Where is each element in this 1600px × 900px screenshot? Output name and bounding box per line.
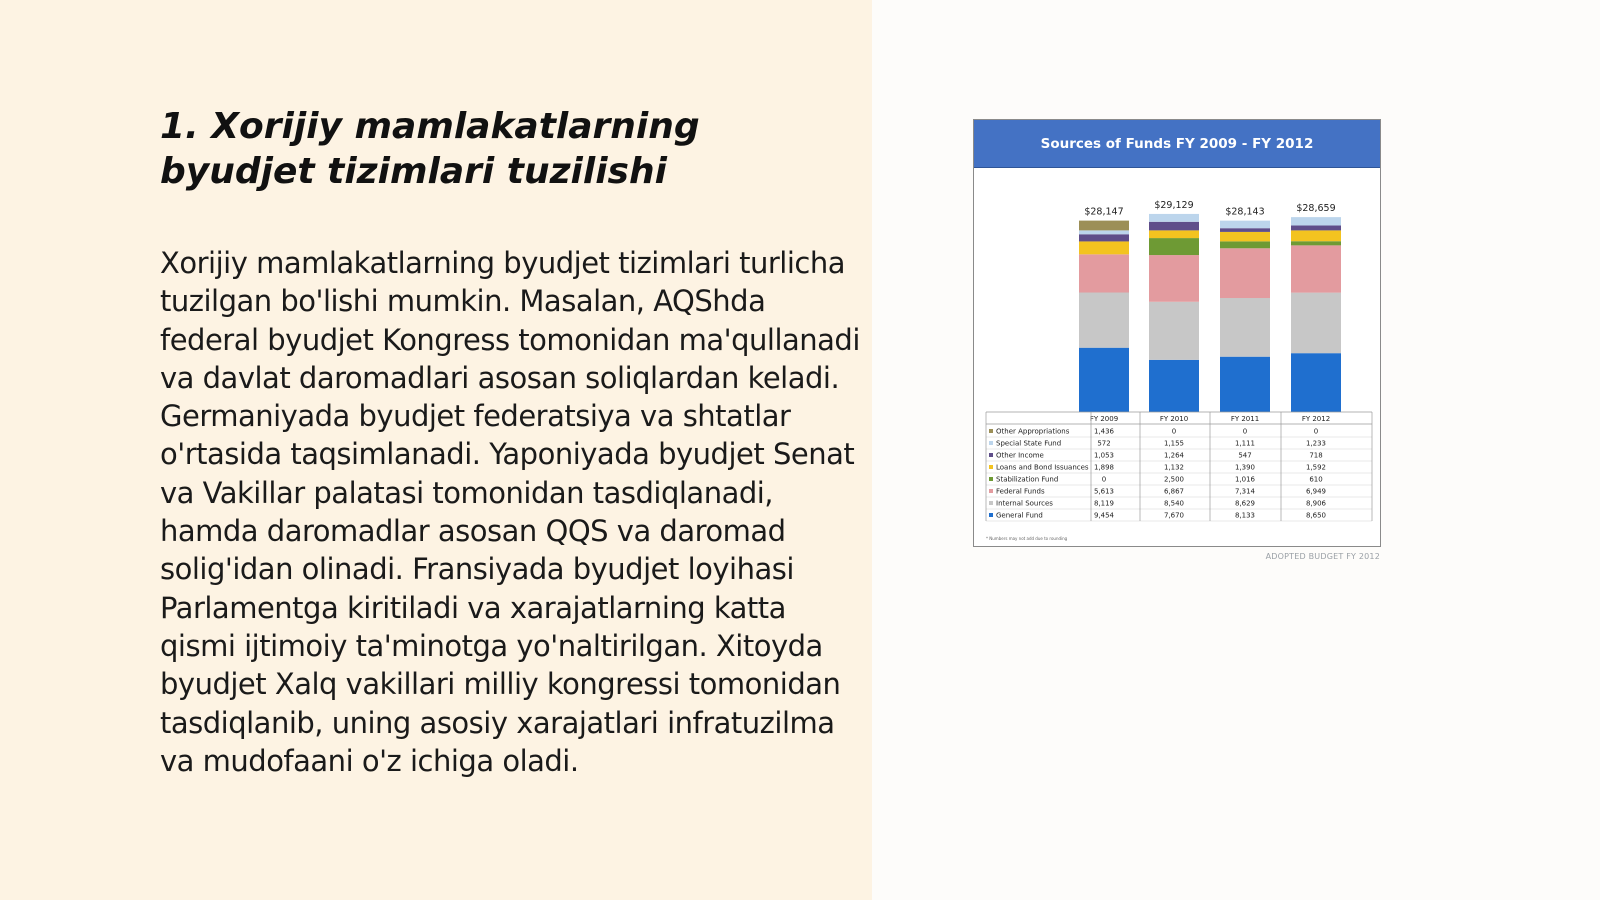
table-cell: 1,111 (1234, 439, 1256, 448)
table-cell: 1,436 (1093, 427, 1115, 436)
table-cell: 8,906 (1305, 499, 1327, 508)
table-cell: 8,133 (1234, 511, 1256, 520)
bar-segment-stabilization-fund-1 (1149, 238, 1199, 255)
legend-swatch (989, 477, 993, 481)
legend-swatch (989, 489, 993, 493)
table-cell: 9,454 (1093, 511, 1115, 520)
bar-segment-special-state-fund-2 (1220, 221, 1270, 229)
table-cell: 8,540 (1163, 499, 1185, 508)
bar-segment-general-fund-2 (1220, 357, 1270, 412)
chart-footnote: * Numbers may not add due to rounding (986, 536, 1068, 541)
sources-of-funds-chart (973, 119, 1381, 547)
bar-segment-other-income-2 (1220, 228, 1270, 232)
table-row-label: Stabilization Fund (996, 475, 1059, 484)
bar-segment-special-state-fund-3 (1291, 217, 1341, 225)
bar-total-label: $28,147 (1084, 206, 1124, 218)
table-cell: 0 (1242, 427, 1248, 436)
bar-segment-other-income-3 (1291, 226, 1341, 231)
table-row-label: Other Income (996, 451, 1044, 460)
table-row-label: General Fund (996, 511, 1043, 520)
bar-segment-stabilization-fund-2 (1220, 241, 1270, 248)
bar-segment-loans-and-bond-issuances-3 (1291, 230, 1341, 241)
bar-segment-stabilization-fund-3 (1291, 241, 1341, 245)
table-row-label: Internal Sources (996, 499, 1053, 508)
table-cell: 1,898 (1093, 463, 1115, 472)
bar-segment-internal-sources-1 (1149, 302, 1199, 360)
legend-swatch (989, 453, 993, 457)
bar-segment-special-state-fund-0 (1079, 230, 1129, 234)
table-row-label: Federal Funds (996, 487, 1045, 496)
table-cell: 0 (1171, 427, 1177, 436)
table-cell: 8,119 (1093, 499, 1115, 508)
table-row-label: Loans and Bond Issuances (996, 463, 1089, 472)
table-cell: 8,650 (1305, 511, 1327, 520)
table-cell: 1,155 (1163, 439, 1185, 448)
table-cell: 1,592 (1305, 463, 1327, 472)
table-cell: 1,016 (1234, 475, 1256, 484)
table-cell: 610 (1309, 475, 1323, 484)
table-cell: 718 (1309, 451, 1323, 460)
table-cell: 0 (1101, 475, 1107, 484)
table-cell: 6,867 (1163, 487, 1185, 496)
table-cell: 1,264 (1163, 451, 1185, 460)
bar-segment-general-fund-3 (1291, 353, 1341, 412)
bar-segment-other-appropriations-0 (1079, 221, 1129, 231)
legend-swatch (989, 513, 993, 517)
table-row-label: Other Appropriations (996, 427, 1070, 436)
legend-swatch (989, 501, 993, 505)
table-col-header: FY 2011 (1230, 415, 1260, 423)
bar-segment-loans-and-bond-issuances-1 (1149, 230, 1199, 238)
table-cell: 1,233 (1305, 439, 1327, 448)
bar-segment-federal-funds-1 (1149, 255, 1199, 302)
table-cell: 7,670 (1163, 511, 1185, 520)
legend-swatch (989, 441, 993, 445)
bar-segment-special-state-fund-1 (1149, 214, 1199, 222)
bar-segment-internal-sources-0 (1079, 293, 1129, 348)
table-cell: 2,500 (1163, 475, 1185, 484)
bar-segment-internal-sources-3 (1291, 293, 1341, 354)
slide-body-text: Xorijiy mamlakatlarning byudjet tizimlari turlicha tuzilgan bo'lishi mumkin. Masalan, AQShda federal byudjet Kongress tomonidan ma'qullanadi va davlat daromadlari asosan soliqlardan keladi. Germaniyada byudjet federatsiya va shtatlar o'rtasida taqsimlanadi. Yaponiyada byudjet Senat va Vakillar palatasi tomonidan tasdiqlanadi, hamda daromadlar asosan QQS va daromad solig'idan olinadi. Fransiyada byudjet loyihasi Parlamentga kiritiladi va xarajatlarning katta qismi ijtimoiy ta'minotga yo'naltirilgan. Xitoyda byudjet Xalq vakillari milliy kongressi tomonidan tasdiqlanib, uning asosiy xarajatlari infratuzilma va mudofaani o'z ichiga oladi. (160, 246, 860, 778)
bar-segment-loans-and-bond-issuances-2 (1220, 232, 1270, 241)
legend-swatch (989, 429, 993, 433)
bar-segment-federal-funds-0 (1079, 254, 1129, 292)
table-cell: 0 (1313, 427, 1319, 436)
chart-svg (974, 120, 1379, 545)
legend-swatch (989, 465, 993, 469)
bar-segment-general-fund-0 (1079, 348, 1129, 412)
table-cell: 572 (1097, 439, 1111, 448)
slide-title: 1. Xorijiy mamlakatlarning byudjet tizimlari tuzilishi (160, 106, 700, 192)
table-cell: 6,949 (1305, 487, 1327, 496)
bar-segment-other-income-1 (1149, 222, 1199, 231)
bar-total-label: $28,659 (1296, 203, 1336, 215)
bar-total-label: $29,129 (1154, 199, 1194, 211)
table-cell: 8,629 (1234, 499, 1256, 508)
table-row-label: Special State Fund (996, 439, 1062, 448)
table-col-header: FY 2009 (1089, 415, 1119, 423)
table-cell: 1,053 (1093, 451, 1115, 460)
table-cell: 7,314 (1234, 487, 1256, 496)
bar-segment-internal-sources-2 (1220, 298, 1270, 357)
chart-credit: ADOPTED BUDGET FY 2012 (1265, 552, 1380, 561)
table-cell: 1,390 (1234, 463, 1256, 472)
table-col-header: FY 2012 (1301, 415, 1331, 423)
chart-title: Sources of Funds FY 2009 - FY 2012 (974, 120, 1380, 168)
bar-segment-general-fund-1 (1149, 360, 1199, 412)
bar-total-label: $28,143 (1225, 206, 1265, 218)
bar-segment-federal-funds-3 (1291, 245, 1341, 292)
table-col-header: FY 2010 (1159, 415, 1189, 423)
table-cell: 1,132 (1163, 463, 1185, 472)
bar-segment-other-income-0 (1079, 234, 1129, 241)
table-cell: 5,613 (1093, 487, 1115, 496)
bar-segment-loans-and-bond-issuances-0 (1079, 241, 1129, 254)
table-cell: 547 (1238, 451, 1252, 460)
bar-segment-federal-funds-2 (1220, 248, 1270, 298)
